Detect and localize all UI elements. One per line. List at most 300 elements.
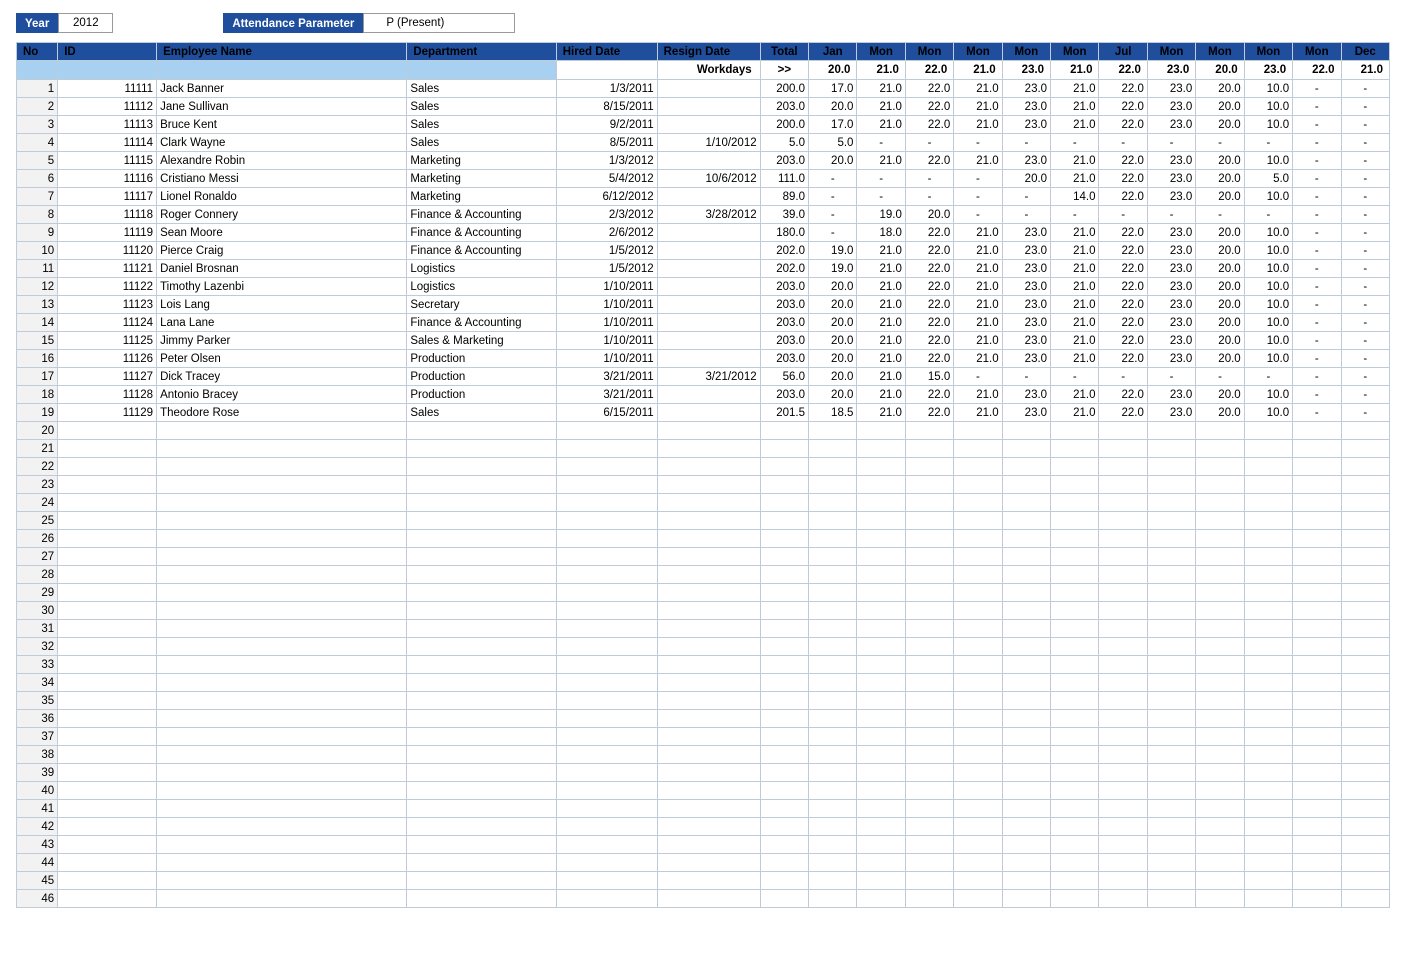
month-value-5[interactable]: 23.0 — [1002, 260, 1050, 278]
month-value-11[interactable]: - — [1293, 368, 1341, 386]
empty-cell[interactable] — [1293, 836, 1341, 854]
month-value-12[interactable]: - — [1341, 224, 1390, 242]
empty-cell[interactable] — [760, 764, 808, 782]
empty-cell[interactable] — [760, 782, 808, 800]
empty-cell[interactable] — [157, 422, 407, 440]
empty-cell[interactable] — [905, 548, 953, 566]
empty-cell[interactable] — [1002, 458, 1050, 476]
empty-cell[interactable] — [1293, 674, 1341, 692]
table-row-empty[interactable] — [17, 800, 1390, 818]
empty-cell[interactable] — [1051, 872, 1099, 890]
empty-cell[interactable] — [556, 638, 657, 656]
row-number[interactable]: 17 — [17, 368, 58, 386]
empty-cell[interactable] — [809, 890, 857, 908]
empty-cell[interactable] — [1341, 476, 1390, 494]
month-value-6[interactable]: - — [1051, 368, 1099, 386]
month-value-5[interactable]: 23.0 — [1002, 116, 1050, 134]
empty-cell[interactable] — [58, 656, 157, 674]
month-value-8[interactable]: 23.0 — [1147, 296, 1195, 314]
empty-cell[interactable] — [58, 692, 157, 710]
month-value-2[interactable]: 21.0 — [857, 296, 905, 314]
empty-cell[interactable] — [905, 800, 953, 818]
empty-cell[interactable] — [1051, 584, 1099, 602]
empty-cell[interactable] — [657, 530, 760, 548]
month-value-4[interactable]: 21.0 — [954, 152, 1002, 170]
empty-cell[interactable] — [1341, 440, 1390, 458]
empty-cell[interactable] — [1147, 512, 1195, 530]
table-row-empty[interactable] — [17, 746, 1390, 764]
empty-cell[interactable] — [857, 692, 905, 710]
empty-cell[interactable] — [857, 728, 905, 746]
row-number[interactable]: 14 — [17, 314, 58, 332]
empty-cell[interactable] — [1244, 818, 1292, 836]
empty-cell[interactable] — [556, 854, 657, 872]
empty-cell[interactable] — [58, 548, 157, 566]
empty-cell[interactable] — [905, 422, 953, 440]
empty-cell[interactable] — [1293, 512, 1341, 530]
empty-cell[interactable] — [58, 566, 157, 584]
empty-cell[interactable] — [556, 602, 657, 620]
month-value-12[interactable]: - — [1341, 404, 1390, 422]
table-row-empty[interactable] — [17, 530, 1390, 548]
empty-cell[interactable] — [1244, 440, 1292, 458]
empty-cell[interactable] — [407, 584, 556, 602]
empty-cell[interactable] — [556, 458, 657, 476]
empty-cell[interactable] — [857, 440, 905, 458]
empty-cell[interactable] — [1002, 494, 1050, 512]
empty-cell[interactable] — [809, 854, 857, 872]
empty-cell[interactable] — [58, 476, 157, 494]
row-number[interactable]: 29 — [17, 584, 58, 602]
month-value-5[interactable]: 23.0 — [1002, 80, 1050, 98]
empty-cell[interactable] — [1002, 764, 1050, 782]
empty-cell[interactable] — [1196, 764, 1244, 782]
empty-cell[interactable] — [857, 872, 905, 890]
month-value-5[interactable]: 23.0 — [1002, 296, 1050, 314]
month-value-5[interactable]: - — [1002, 368, 1050, 386]
month-value-7[interactable]: 22.0 — [1099, 224, 1147, 242]
month-value-1[interactable]: 19.0 — [809, 260, 857, 278]
month-value-3[interactable]: 22.0 — [905, 98, 953, 116]
empty-cell[interactable] — [1341, 872, 1390, 890]
row-number[interactable]: 30 — [17, 602, 58, 620]
empty-cell[interactable] — [556, 836, 657, 854]
employee-id[interactable]: 11111 — [58, 80, 157, 98]
empty-cell[interactable] — [905, 620, 953, 638]
empty-cell[interactable] — [1051, 602, 1099, 620]
empty-cell[interactable] — [657, 494, 760, 512]
row-number[interactable]: 20 — [17, 422, 58, 440]
empty-cell[interactable] — [1147, 620, 1195, 638]
month-value-8[interactable]: 23.0 — [1147, 314, 1195, 332]
empty-cell[interactable] — [1147, 764, 1195, 782]
empty-cell[interactable] — [157, 764, 407, 782]
month-value-8[interactable]: - — [1147, 206, 1195, 224]
month-value-9[interactable]: 20.0 — [1196, 152, 1244, 170]
empty-cell[interactable] — [1244, 530, 1292, 548]
month-value-10[interactable]: 10.0 — [1244, 350, 1292, 368]
month-value-1[interactable]: - — [809, 224, 857, 242]
empty-cell[interactable] — [407, 656, 556, 674]
col-header-month-5[interactable]: Mon — [1002, 43, 1050, 61]
empty-cell[interactable] — [760, 422, 808, 440]
table-row[interactable] — [17, 386, 1390, 404]
empty-cell[interactable] — [1244, 890, 1292, 908]
total-days[interactable]: 39.0 — [760, 206, 808, 224]
month-value-2[interactable]: 21.0 — [857, 98, 905, 116]
table-row[interactable] — [17, 260, 1390, 278]
resign-date[interactable] — [657, 116, 760, 134]
empty-cell[interactable] — [157, 458, 407, 476]
month-value-1[interactable]: 18.5 — [809, 404, 857, 422]
empty-cell[interactable] — [1196, 620, 1244, 638]
col-header-month-9[interactable]: Mon — [1196, 43, 1244, 61]
empty-cell[interactable] — [905, 476, 953, 494]
empty-cell[interactable] — [407, 764, 556, 782]
empty-cell[interactable] — [809, 836, 857, 854]
month-value-2[interactable]: - — [857, 188, 905, 206]
empty-cell[interactable] — [1196, 512, 1244, 530]
resign-date[interactable] — [657, 80, 760, 98]
employee-id[interactable]: 11118 — [58, 206, 157, 224]
department[interactable]: Sales & Marketing — [407, 332, 556, 350]
empty-cell[interactable] — [1002, 854, 1050, 872]
month-value-11[interactable]: - — [1293, 314, 1341, 332]
month-value-3[interactable]: 15.0 — [905, 368, 953, 386]
table-row-empty[interactable] — [17, 584, 1390, 602]
table-row-empty[interactable] — [17, 548, 1390, 566]
empty-cell[interactable] — [760, 728, 808, 746]
empty-cell[interactable] — [1051, 656, 1099, 674]
empty-cell[interactable] — [905, 656, 953, 674]
empty-cell[interactable] — [1244, 782, 1292, 800]
empty-cell[interactable] — [1244, 422, 1292, 440]
empty-cell[interactable] — [1099, 890, 1147, 908]
total-days[interactable]: 202.0 — [760, 260, 808, 278]
month-value-8[interactable]: 23.0 — [1147, 404, 1195, 422]
empty-cell[interactable] — [1341, 566, 1390, 584]
empty-cell[interactable] — [58, 728, 157, 746]
month-value-11[interactable]: - — [1293, 278, 1341, 296]
empty-cell[interactable] — [407, 710, 556, 728]
empty-cell[interactable] — [1244, 620, 1292, 638]
month-value-1[interactable]: 20.0 — [809, 278, 857, 296]
empty-cell[interactable] — [1293, 692, 1341, 710]
empty-cell[interactable] — [1244, 584, 1292, 602]
empty-cell[interactable] — [1341, 764, 1390, 782]
empty-cell[interactable] — [905, 782, 953, 800]
month-value-5[interactable]: 23.0 — [1002, 152, 1050, 170]
empty-cell[interactable] — [1196, 548, 1244, 566]
empty-cell[interactable] — [657, 656, 760, 674]
empty-cell[interactable] — [1051, 764, 1099, 782]
empty-cell[interactable] — [58, 764, 157, 782]
empty-cell[interactable] — [809, 602, 857, 620]
total-days[interactable]: 202.0 — [760, 242, 808, 260]
table-row-empty[interactable] — [17, 836, 1390, 854]
row-number[interactable]: 11 — [17, 260, 58, 278]
empty-cell[interactable] — [157, 836, 407, 854]
employee-name[interactable]: Lionel Ronaldo — [157, 188, 407, 206]
month-value-1[interactable]: - — [809, 170, 857, 188]
empty-cell[interactable] — [1099, 710, 1147, 728]
month-value-6[interactable]: 21.0 — [1051, 242, 1099, 260]
month-value-12[interactable]: - — [1341, 260, 1390, 278]
row-number[interactable]: 39 — [17, 764, 58, 782]
department[interactable]: Sales — [407, 116, 556, 134]
month-value-7[interactable]: - — [1099, 134, 1147, 152]
empty-cell[interactable] — [954, 656, 1002, 674]
table-row-empty[interactable] — [17, 494, 1390, 512]
empty-cell[interactable] — [809, 764, 857, 782]
empty-cell[interactable] — [407, 422, 556, 440]
empty-cell[interactable] — [1293, 656, 1341, 674]
month-value-7[interactable]: 22.0 — [1099, 116, 1147, 134]
empty-cell[interactable] — [1196, 890, 1244, 908]
empty-cell[interactable] — [58, 836, 157, 854]
empty-cell[interactable] — [857, 530, 905, 548]
empty-cell[interactable] — [1196, 584, 1244, 602]
empty-cell[interactable] — [157, 566, 407, 584]
col-header-month-7[interactable]: Jul — [1099, 43, 1147, 61]
month-value-1[interactable]: 17.0 — [809, 80, 857, 98]
empty-cell[interactable] — [556, 656, 657, 674]
empty-cell[interactable] — [1196, 476, 1244, 494]
empty-cell[interactable] — [157, 872, 407, 890]
month-value-7[interactable]: 22.0 — [1099, 332, 1147, 350]
empty-cell[interactable] — [954, 890, 1002, 908]
row-number[interactable]: 25 — [17, 512, 58, 530]
empty-cell[interactable] — [1099, 602, 1147, 620]
month-value-6[interactable]: - — [1051, 206, 1099, 224]
month-value-9[interactable]: - — [1196, 368, 1244, 386]
empty-cell[interactable] — [1196, 638, 1244, 656]
empty-cell[interactable] — [407, 476, 556, 494]
month-value-4[interactable]: - — [954, 206, 1002, 224]
empty-cell[interactable] — [657, 584, 760, 602]
month-value-10[interactable]: 10.0 — [1244, 242, 1292, 260]
month-value-9[interactable]: 20.0 — [1196, 242, 1244, 260]
empty-cell[interactable] — [1051, 548, 1099, 566]
month-value-12[interactable]: - — [1341, 350, 1390, 368]
month-value-3[interactable]: 22.0 — [905, 116, 953, 134]
empty-cell[interactable] — [857, 512, 905, 530]
month-value-7[interactable]: - — [1099, 368, 1147, 386]
month-value-1[interactable]: 20.0 — [809, 350, 857, 368]
empty-cell[interactable] — [157, 818, 407, 836]
empty-cell[interactable] — [1099, 422, 1147, 440]
empty-cell[interactable] — [1244, 458, 1292, 476]
employee-name[interactable]: Lana Lane — [157, 314, 407, 332]
empty-cell[interactable] — [657, 746, 760, 764]
table-row-empty[interactable] — [17, 872, 1390, 890]
empty-cell[interactable] — [905, 836, 953, 854]
empty-cell[interactable] — [1099, 818, 1147, 836]
empty-cell[interactable] — [954, 872, 1002, 890]
employee-name[interactable]: Antonio Bracey — [157, 386, 407, 404]
empty-cell[interactable] — [407, 872, 556, 890]
empty-cell[interactable] — [657, 764, 760, 782]
employee-name[interactable]: Dick Tracey — [157, 368, 407, 386]
table-row[interactable] — [17, 98, 1390, 116]
row-number[interactable]: 37 — [17, 728, 58, 746]
month-value-10[interactable]: 10.0 — [1244, 278, 1292, 296]
empty-cell[interactable] — [1002, 692, 1050, 710]
month-value-2[interactable]: 21.0 — [857, 80, 905, 98]
empty-cell[interactable] — [809, 548, 857, 566]
empty-cell[interactable] — [556, 530, 657, 548]
hired-date[interactable]: 1/10/2011 — [556, 278, 657, 296]
empty-cell[interactable] — [657, 710, 760, 728]
empty-cell[interactable] — [1099, 458, 1147, 476]
empty-cell[interactable] — [1293, 530, 1341, 548]
empty-cell[interactable] — [556, 476, 657, 494]
month-value-1[interactable]: 20.0 — [809, 332, 857, 350]
empty-cell[interactable] — [556, 512, 657, 530]
empty-cell[interactable] — [657, 782, 760, 800]
month-value-8[interactable]: 23.0 — [1147, 278, 1195, 296]
month-value-5[interactable]: 23.0 — [1002, 278, 1050, 296]
empty-cell[interactable] — [809, 782, 857, 800]
month-value-10[interactable]: 10.0 — [1244, 332, 1292, 350]
empty-cell[interactable] — [809, 530, 857, 548]
table-row-empty[interactable] — [17, 422, 1390, 440]
empty-cell[interactable] — [1099, 638, 1147, 656]
employee-id[interactable]: 11125 — [58, 332, 157, 350]
hired-date[interactable]: 1/10/2011 — [556, 314, 657, 332]
hired-date[interactable]: 8/5/2011 — [556, 134, 657, 152]
month-value-11[interactable]: - — [1293, 242, 1341, 260]
employee-id[interactable]: 11116 — [58, 170, 157, 188]
month-value-12[interactable]: - — [1341, 278, 1390, 296]
empty-cell[interactable] — [556, 872, 657, 890]
col-header-department[interactable]: Department — [407, 43, 556, 61]
month-value-6[interactable]: 21.0 — [1051, 278, 1099, 296]
empty-cell[interactable] — [407, 530, 556, 548]
empty-cell[interactable] — [954, 476, 1002, 494]
hired-date[interactable]: 9/2/2011 — [556, 116, 657, 134]
empty-cell[interactable] — [1051, 728, 1099, 746]
empty-cell[interactable] — [1244, 854, 1292, 872]
month-value-8[interactable]: 23.0 — [1147, 116, 1195, 134]
empty-cell[interactable] — [1341, 656, 1390, 674]
month-value-5[interactable]: 23.0 — [1002, 386, 1050, 404]
table-row[interactable] — [17, 170, 1390, 188]
empty-cell[interactable] — [1244, 602, 1292, 620]
empty-cell[interactable] — [657, 566, 760, 584]
month-value-10[interactable]: 10.0 — [1244, 404, 1292, 422]
empty-cell[interactable] — [1147, 566, 1195, 584]
employee-id[interactable]: 11123 — [58, 296, 157, 314]
empty-cell[interactable] — [157, 602, 407, 620]
empty-cell[interactable] — [157, 512, 407, 530]
month-value-1[interactable]: - — [809, 188, 857, 206]
hired-date[interactable]: 1/3/2012 — [556, 152, 657, 170]
empty-cell[interactable] — [1244, 638, 1292, 656]
empty-cell[interactable] — [905, 746, 953, 764]
empty-cell[interactable] — [58, 674, 157, 692]
empty-cell[interactable] — [857, 602, 905, 620]
empty-cell[interactable] — [1147, 530, 1195, 548]
table-row[interactable] — [17, 134, 1390, 152]
empty-cell[interactable] — [857, 566, 905, 584]
month-value-2[interactable]: 21.0 — [857, 278, 905, 296]
empty-cell[interactable] — [407, 800, 556, 818]
empty-cell[interactable] — [58, 782, 157, 800]
col-header-month-6[interactable]: Mon — [1051, 43, 1099, 61]
empty-cell[interactable] — [954, 764, 1002, 782]
row-number[interactable]: 2 — [17, 98, 58, 116]
empty-cell[interactable] — [954, 800, 1002, 818]
empty-cell[interactable] — [657, 674, 760, 692]
empty-cell[interactable] — [1147, 584, 1195, 602]
employee-id[interactable]: 11126 — [58, 350, 157, 368]
empty-cell[interactable] — [954, 440, 1002, 458]
table-row-empty[interactable] — [17, 710, 1390, 728]
empty-cell[interactable] — [58, 494, 157, 512]
empty-cell[interactable] — [954, 638, 1002, 656]
empty-cell[interactable] — [407, 548, 556, 566]
empty-cell[interactable] — [857, 548, 905, 566]
empty-cell[interactable] — [809, 818, 857, 836]
empty-cell[interactable] — [1341, 530, 1390, 548]
empty-cell[interactable] — [1244, 656, 1292, 674]
empty-cell[interactable] — [1002, 602, 1050, 620]
month-value-10[interactable]: 10.0 — [1244, 314, 1292, 332]
empty-cell[interactable] — [857, 674, 905, 692]
empty-cell[interactable] — [1196, 818, 1244, 836]
resign-date[interactable]: 3/21/2012 — [657, 368, 760, 386]
empty-cell[interactable] — [1051, 692, 1099, 710]
empty-cell[interactable] — [1196, 674, 1244, 692]
empty-cell[interactable] — [760, 512, 808, 530]
empty-cell[interactable] — [556, 746, 657, 764]
empty-cell[interactable] — [1099, 872, 1147, 890]
empty-cell[interactable] — [1293, 458, 1341, 476]
month-value-4[interactable]: 21.0 — [954, 242, 1002, 260]
empty-cell[interactable] — [760, 710, 808, 728]
col-header-no[interactable]: No — [17, 43, 58, 61]
table-row-empty[interactable] — [17, 620, 1390, 638]
empty-cell[interactable] — [1147, 440, 1195, 458]
month-value-4[interactable]: 21.0 — [954, 296, 1002, 314]
month-value-8[interactable]: 23.0 — [1147, 152, 1195, 170]
empty-cell[interactable] — [1099, 728, 1147, 746]
total-days[interactable]: 180.0 — [760, 224, 808, 242]
month-value-8[interactable]: 23.0 — [1147, 386, 1195, 404]
empty-cell[interactable] — [1051, 710, 1099, 728]
employee-id[interactable]: 11115 — [58, 152, 157, 170]
month-value-8[interactable]: 23.0 — [1147, 98, 1195, 116]
empty-cell[interactable] — [954, 458, 1002, 476]
table-row[interactable] — [17, 350, 1390, 368]
employee-name[interactable]: Theodore Rose — [157, 404, 407, 422]
empty-cell[interactable] — [1002, 566, 1050, 584]
empty-cell[interactable] — [1002, 710, 1050, 728]
empty-cell[interactable] — [1147, 836, 1195, 854]
month-value-7[interactable]: 22.0 — [1099, 314, 1147, 332]
empty-cell[interactable] — [1341, 548, 1390, 566]
month-value-6[interactable]: 21.0 — [1051, 296, 1099, 314]
month-value-6[interactable]: 21.0 — [1051, 224, 1099, 242]
row-number[interactable]: 43 — [17, 836, 58, 854]
month-value-5[interactable]: - — [1002, 206, 1050, 224]
empty-cell[interactable] — [809, 656, 857, 674]
month-value-10[interactable]: 10.0 — [1244, 224, 1292, 242]
empty-cell[interactable] — [1341, 818, 1390, 836]
total-days[interactable]: 203.0 — [760, 386, 808, 404]
empty-cell[interactable] — [760, 440, 808, 458]
